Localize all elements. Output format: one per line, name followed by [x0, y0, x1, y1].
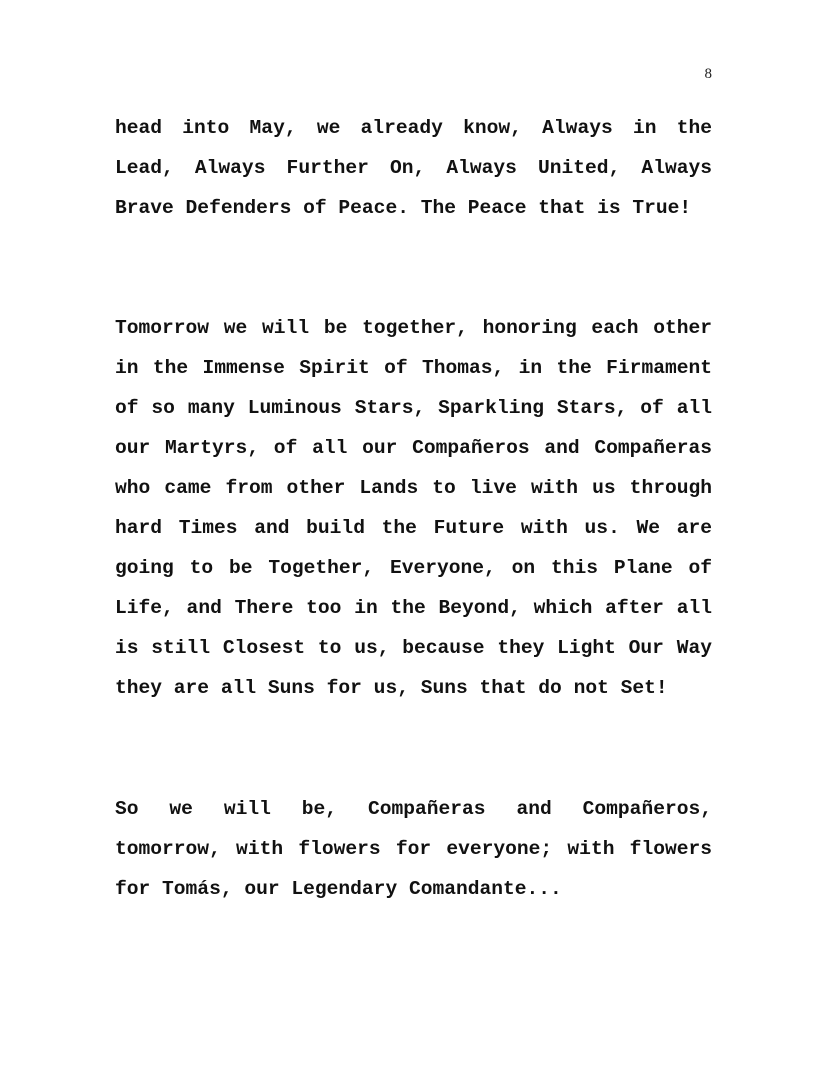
- page-number: 8: [704, 66, 712, 82]
- paragraph-1: head into May, we already know, Always in the Lead, Always Further On, Always United, Always Brave Defenders of Peace. The Peace that is True!: [115, 117, 712, 219]
- paragraph-2: Tomorrow we will be together, honoring each other in the Immense Spirit of Thomas, in the Firmament of so many Luminous Stars, Sparkling Stars, of all our Martyrs, of all our Compañeros and Compañeras who came from other Lands to live with us through hard Times and build the Future with us. We are going to be Together, Everyone, on this Plane of Life, and There too in the Beyond, which after all is still Closest to us, because they Light Our Way they are all Suns for us, Suns that do not Set!: [115, 317, 712, 699]
- paragraph-3: So we will be, Compañeras and Compañeros, tomorrow, with flowers for everyone; with flowers for Tomás, our Legendary Comandante...: [115, 798, 712, 900]
